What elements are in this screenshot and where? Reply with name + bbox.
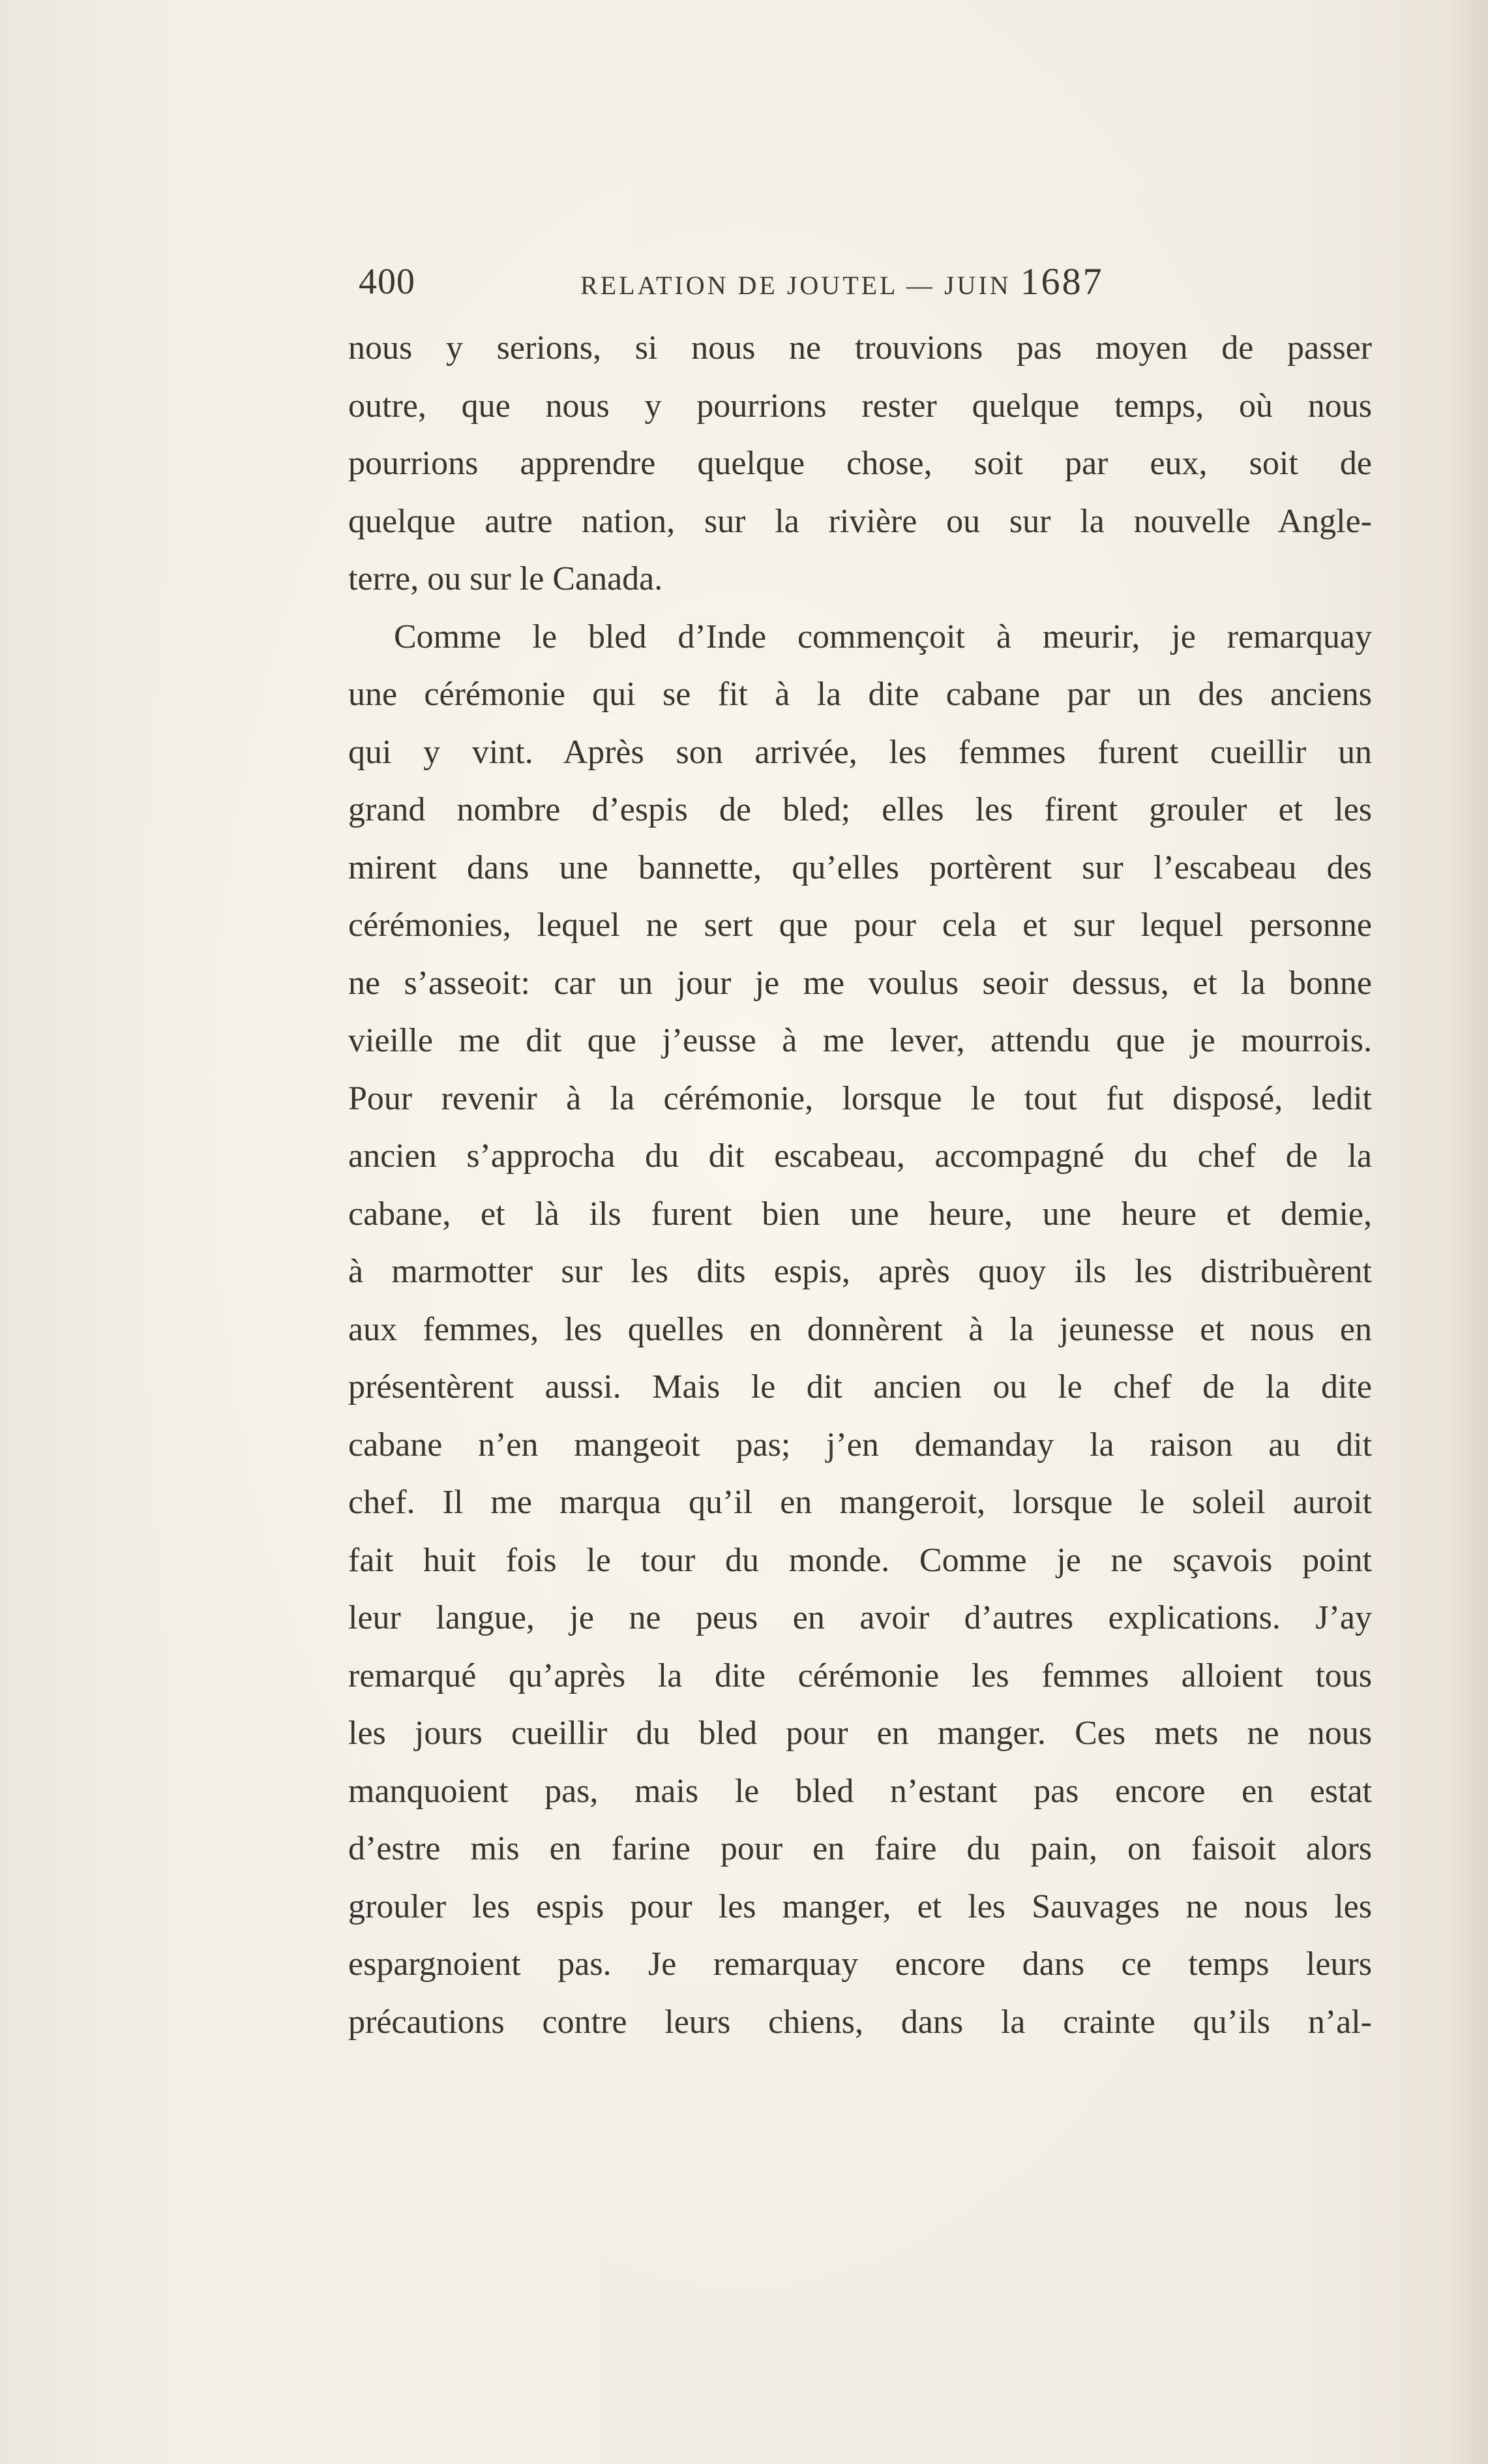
text-line: d’estre mis en farine pour en faire du pain, on faisoit alors bbox=[348, 1830, 1372, 1867]
text-line: quelque autre nation, sur la rivière ou sur la nouvelle Angle- bbox=[348, 502, 1372, 540]
text-line: fait huit fois le tour du monde. Comme je ne sçavois point bbox=[348, 1541, 1372, 1579]
text-line: outre, que nous y pourrions rester quelque temps, où nous bbox=[348, 387, 1372, 425]
text-line: cabane n’en mangeoit pas; j’en demanday la raison au dit bbox=[348, 1426, 1372, 1464]
text-line: manquoient pas, mais le bled n’estant pas encore en estat bbox=[348, 1772, 1372, 1810]
text-line: pourrions apprendre quelque chose, soit par eux, soit de bbox=[348, 445, 1372, 482]
text-line: ancien s’approcha du dit escabeau, accompagné du chef de la bbox=[348, 1137, 1372, 1175]
text-line: grand nombre d’espis de bled; elles les firent grouler et les bbox=[348, 791, 1372, 828]
text-line: terre, ou sur le Canada. bbox=[348, 560, 663, 597]
body-text bbox=[348, 320, 1372, 2051]
text-line: à marmotter sur les dits espis, après quoy ils les distribuèrent bbox=[348, 1253, 1372, 1290]
text-line: précautions contre leurs chiens, dans la crainte qu’ils n’al- bbox=[348, 2003, 1372, 2041]
text-line: cabane, et là ils furent bien une heure, une heure et demie, bbox=[348, 1195, 1372, 1233]
text-line: qui y vint. Après son arrivée, les femmes furent cueillir un bbox=[348, 733, 1372, 771]
text-line: grouler les espis pour les manger, et les Sauvages ne nous les bbox=[348, 1887, 1372, 1925]
text-line: ne s’asseoit: car un jour je me voulus seoir dessus, et la bonne bbox=[348, 964, 1372, 1002]
page-edge-shadow bbox=[1449, 0, 1488, 2464]
text-line: présentèrent aussi. Mais le dit ancien ou le chef de la dite bbox=[348, 1368, 1372, 1405]
running-header bbox=[359, 256, 1373, 308]
text-line: leur langue, je ne peus en avoir d’autres explications. J’ay bbox=[348, 1599, 1372, 1636]
text-line: nous y serions, si nous ne trouvions pas moyen de passer bbox=[348, 329, 1372, 367]
running-title bbox=[580, 256, 1104, 312]
text-line: remarqué qu’après la dite cérémonie les femmes alloient tous bbox=[348, 1657, 1372, 1694]
running-title-text: RELATION DE JOUTEL — JUIN bbox=[580, 271, 1011, 300]
text-line: Pour revenir à la cérémonie, lorsque le tout fut disposé, ledit bbox=[348, 1079, 1372, 1117]
page-number: 400 bbox=[359, 262, 415, 302]
text-line: chef. Il me marqua qu’il en mangeroit, lorsque le soleil auroit bbox=[348, 1484, 1372, 1521]
text-line: vieille me dit que j’eusse à me lever, attendu que je mourrois. bbox=[348, 1022, 1372, 1059]
text-line: les jours cueillir du bled pour en manger. Ces mets ne nous bbox=[348, 1715, 1372, 1752]
text-line: espargnoient pas. Je remarquay encore dans ce temps leurs bbox=[348, 1946, 1372, 1983]
running-title-year: 1687 bbox=[1020, 260, 1104, 303]
text-line: une cérémonie qui se fit à la dite cabane par un des anciens bbox=[348, 676, 1372, 713]
text-line: aux femmes, les quelles en donnèrent à la jeunesse et nous en bbox=[348, 1310, 1372, 1348]
text-line: Comme le bled d’Inde commençoit à meurir, je remarquay bbox=[394, 618, 1372, 655]
text-line: mirent dans une bannette, qu’elles portèrent sur l’escabeau des bbox=[348, 849, 1372, 886]
text-line: cérémonies, lequel ne sert que pour cela et sur lequel personne bbox=[348, 907, 1372, 944]
